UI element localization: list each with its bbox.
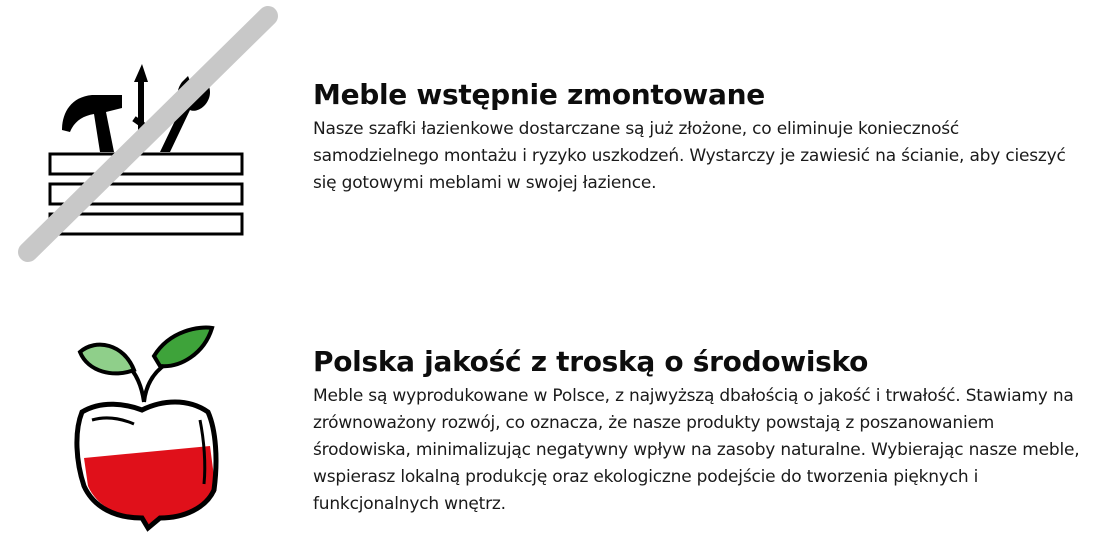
feature-description: Nasze szafki łazienkowe dostarczane są już złożone, co eliminuje konieczność samodzielnego montażu i ryzyko uszkodzeń. Wystarczy je zawiesić na ścianie, aby cieszyć się gotowymi meblami w swojej łazience.: [313, 119, 1066, 193]
feature-title: Polska jakość z troską o środowisko: [313, 345, 869, 378]
feature-title: Meble wstępnie zmontowane: [313, 78, 765, 111]
feature-text: [313, 343, 1083, 518]
feature-polish-quality: [0, 300, 1097, 556]
feature-text: [313, 76, 1083, 197]
feature-description: Meble są wyprodukowane w Polsce, z najwyższą dbałością o jakość i trwałość. Stawiamy na zrównoważony rozwój, co oznacza, że nasze produkty powstają z poszanowaniem środowiska, minimalizując negatywny wpływ na zasoby naturalne. Wybierając nasze meble, wspierasz lokalną produkcję oraz ekologiczne podejście do tworzenia pięknych i funkcjonalnych wnętrz.: [313, 386, 1080, 514]
feature-preassembled: [0, 0, 1097, 270]
polish-apple-icon: [62, 320, 232, 540]
no-assembly-tools-icon: [10, 2, 280, 268]
